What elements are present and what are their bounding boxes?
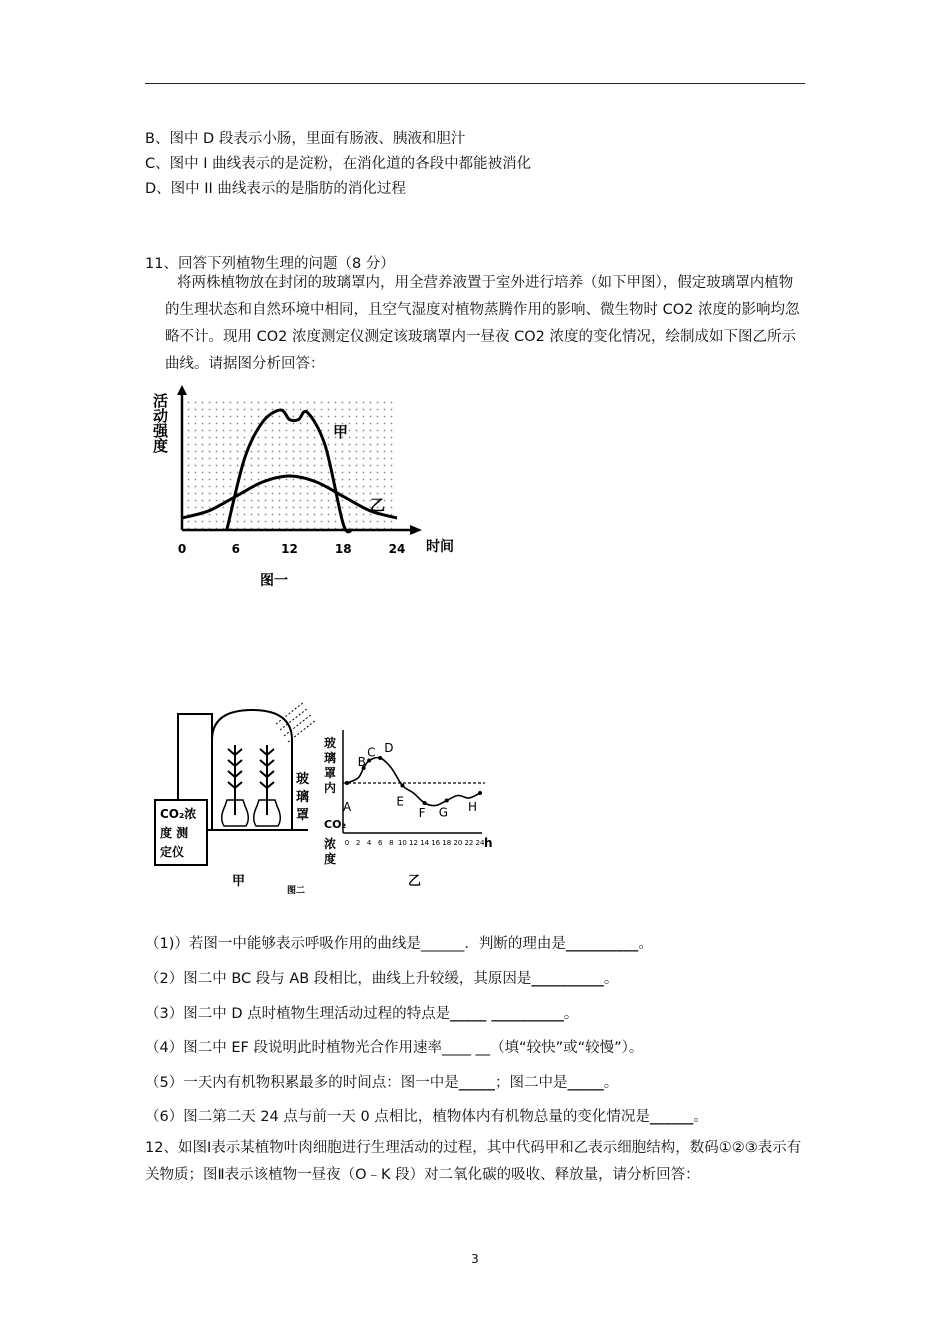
chart2-point-g bbox=[445, 799, 449, 803]
figure-1-x-tick: 12 bbox=[281, 542, 298, 556]
figure-2-label-yi: 乙 bbox=[408, 874, 422, 889]
q11-intro: 将两株植物放在封闭的玻璃罩内，用全营养液置于室外进行培养（如下甲图），假定玻璃罩内植物的生理状态和自然环境中相同，且空气湿度对植物蒸腾作用的影响、微生物时 CO2 浓度的影响均忽略不计。现用 CO2 浓度测定仪测定该玻璃罩内一昼夜 CO2 浓度的变化情况，绘制成如下图乙所示曲线。请据图分析回答： bbox=[165, 275, 800, 372]
chart2-ylabel-7: 度 bbox=[324, 852, 337, 866]
q3-text: （3）图二中 D 点时植物生理活动过程的特点是 bbox=[145, 1006, 451, 1022]
figure-1-x-tick: 6 bbox=[231, 542, 240, 556]
chart2-x-tick: 0 bbox=[344, 839, 350, 847]
chart2-x-tick: 10 bbox=[397, 839, 407, 847]
chart2-label-h: H bbox=[468, 800, 478, 814]
chart2-x-tick: 2 bbox=[355, 839, 361, 847]
chart2-x-tick: 16 bbox=[431, 839, 441, 847]
q11-title: 11、回答下列植物生理的问题（8 分） bbox=[145, 256, 395, 272]
figure-2-label-jia: 甲 bbox=[232, 874, 246, 889]
chart2-x-tick: 22 bbox=[464, 839, 474, 847]
q1-blank-1[interactable]: ______ bbox=[420, 936, 465, 952]
q5-blank-2[interactable]: _____ bbox=[567, 1075, 604, 1091]
q6-blank[interactable]: ______ bbox=[649, 1109, 694, 1125]
q11-sub-4 bbox=[145, 1036, 643, 1057]
q2-end: 。 bbox=[603, 971, 619, 987]
figure-1-label-jia: 甲 bbox=[333, 423, 349, 441]
option-d: D、图中 II 曲线表示的是脂肪的消化过程 bbox=[145, 181, 406, 197]
chart2-ylabel-3: 罩 bbox=[324, 766, 337, 780]
figure-1-x-tick: 0 bbox=[177, 542, 187, 556]
chart2-x-tick: 14 bbox=[420, 839, 430, 847]
chart2-x-tick: 4 bbox=[366, 839, 372, 847]
q5-text-mid: ；图二中是 bbox=[494, 1075, 568, 1091]
plant-right bbox=[254, 745, 281, 826]
meter-label-1: CO₂浓 bbox=[160, 807, 197, 821]
chart2-ylabel-4: 内 bbox=[324, 781, 337, 795]
meter-label-2: 度 测 bbox=[160, 826, 189, 840]
figure-1-label-yi: 乙 bbox=[370, 496, 386, 514]
option-c: C、图中 I 曲线表示的是淀粉，在消化道的各段中都能被消化 bbox=[145, 156, 532, 172]
chart2-label-d: D bbox=[384, 741, 394, 755]
q2-blank[interactable]: __________ bbox=[531, 971, 604, 987]
cover-label-3: 罩 bbox=[296, 808, 310, 823]
q3-end: 。 bbox=[563, 1006, 579, 1022]
q1-blank-2[interactable]: __________ bbox=[565, 936, 639, 952]
q2-text: （2）图二中 BC 段与 AB 段相比，曲线上升较缓，其原因是 bbox=[145, 971, 532, 987]
chart2-x-tick: 8 bbox=[389, 839, 394, 847]
q1-text: （1)）若图一中能够表示呼吸作用的曲线是 bbox=[145, 936, 421, 952]
chart2-point-f bbox=[423, 801, 427, 805]
figure-1-y-arrow bbox=[177, 385, 187, 395]
chart2-x-tick: 24 bbox=[475, 839, 485, 847]
q5-text: （5）一天内有机物积累最多的时间点：图一中是 bbox=[145, 1075, 459, 1091]
page-number: 3 bbox=[471, 1252, 479, 1266]
q6-text: （6）图二第二天 24 点与前一天 0 点相比，植物体内有机物总量的变化情况是 bbox=[145, 1109, 650, 1125]
figure-1-x-tick: 18 bbox=[334, 542, 352, 556]
chart2-ylabel-2: 璃 bbox=[324, 751, 337, 765]
chart2-point-a bbox=[345, 781, 349, 785]
figure-2 bbox=[150, 700, 500, 900]
cover-label-2: 璃 bbox=[296, 790, 310, 805]
q1-end: 。 bbox=[638, 936, 653, 952]
chart2-label-f: F bbox=[418, 806, 426, 820]
figure-1-chart bbox=[150, 385, 480, 600]
q11-sub-5 bbox=[145, 1071, 618, 1092]
plant-left bbox=[222, 745, 249, 826]
chart2-ylabel-1: 玻 bbox=[324, 736, 337, 750]
q5-blank-1[interactable]: _____ bbox=[458, 1075, 495, 1091]
chart2-point-e bbox=[400, 784, 404, 788]
chart2-co2-curve bbox=[347, 758, 480, 806]
q5-end: 。 bbox=[603, 1075, 619, 1091]
q6-end: 。 bbox=[693, 1109, 708, 1125]
chart2-ylabel-5: CO₂ bbox=[324, 818, 347, 831]
figure-2-caption: 图二 bbox=[287, 886, 306, 896]
q4-text: （4）图二中 EF 段说明此时植物光合作用速率 bbox=[145, 1040, 442, 1056]
chart2-x-tick: 20 bbox=[453, 839, 463, 847]
figure-1-caption: 图一 bbox=[260, 573, 288, 589]
figure-1-x-arrow bbox=[410, 525, 422, 535]
chart2-point-h bbox=[478, 791, 482, 795]
q12-text: 12、如图Ⅰ表示某植物叶肉细胞进行生理活动的过程，其中代码甲和乙表示细胞结构，数码①②③表示有关物质；图Ⅱ表示该植物一昼夜（O﹣K 段）对二氧化碳的吸收、释放量，请分析回答： bbox=[145, 1140, 802, 1183]
q4-end: （填“较快”或“较慢”）。 bbox=[490, 1040, 644, 1056]
chart2-label-b: B bbox=[357, 755, 366, 769]
q1-text-mid: ．判断的理由是 bbox=[464, 936, 566, 952]
q4-blank[interactable]: ____ __ bbox=[441, 1040, 491, 1056]
q3-blank[interactable]: _____ __________ bbox=[450, 1006, 564, 1022]
chart2-x-tick: 18 bbox=[442, 839, 452, 847]
q11-sub-2 bbox=[145, 967, 618, 988]
cover-label-1: 玻 bbox=[296, 772, 310, 787]
chart2-unit: h bbox=[484, 836, 493, 850]
option-b: B、图中 D 段表示小肠，里面有肠液、胰液和胆汁 bbox=[145, 131, 466, 147]
meter-label-3: 定仪 bbox=[160, 845, 185, 859]
q11-sub-6 bbox=[145, 1105, 708, 1126]
figure-1-x-tick: 24 bbox=[388, 542, 406, 556]
chart2-point-d bbox=[378, 756, 382, 760]
chart2-ylabel-6: 浓 bbox=[324, 837, 337, 851]
meter-tube bbox=[178, 714, 212, 800]
q11-sub-1 bbox=[145, 932, 653, 953]
chart2-label-g: G bbox=[438, 805, 449, 820]
header-rule bbox=[145, 83, 805, 84]
q11-sub-3 bbox=[145, 1002, 578, 1023]
figure-1-ylabel: 活动强度 bbox=[151, 393, 169, 453]
chart2-x-tick: 12 bbox=[409, 839, 418, 847]
chart2-label-e: E bbox=[396, 794, 405, 809]
chart2-x-tick: 6 bbox=[378, 839, 383, 847]
sunlight-hatch bbox=[276, 702, 316, 742]
chart2-label-c: C bbox=[367, 745, 376, 760]
figure-1-xlabel: 时间 bbox=[426, 539, 454, 555]
chart2-label-a: A bbox=[343, 800, 352, 814]
